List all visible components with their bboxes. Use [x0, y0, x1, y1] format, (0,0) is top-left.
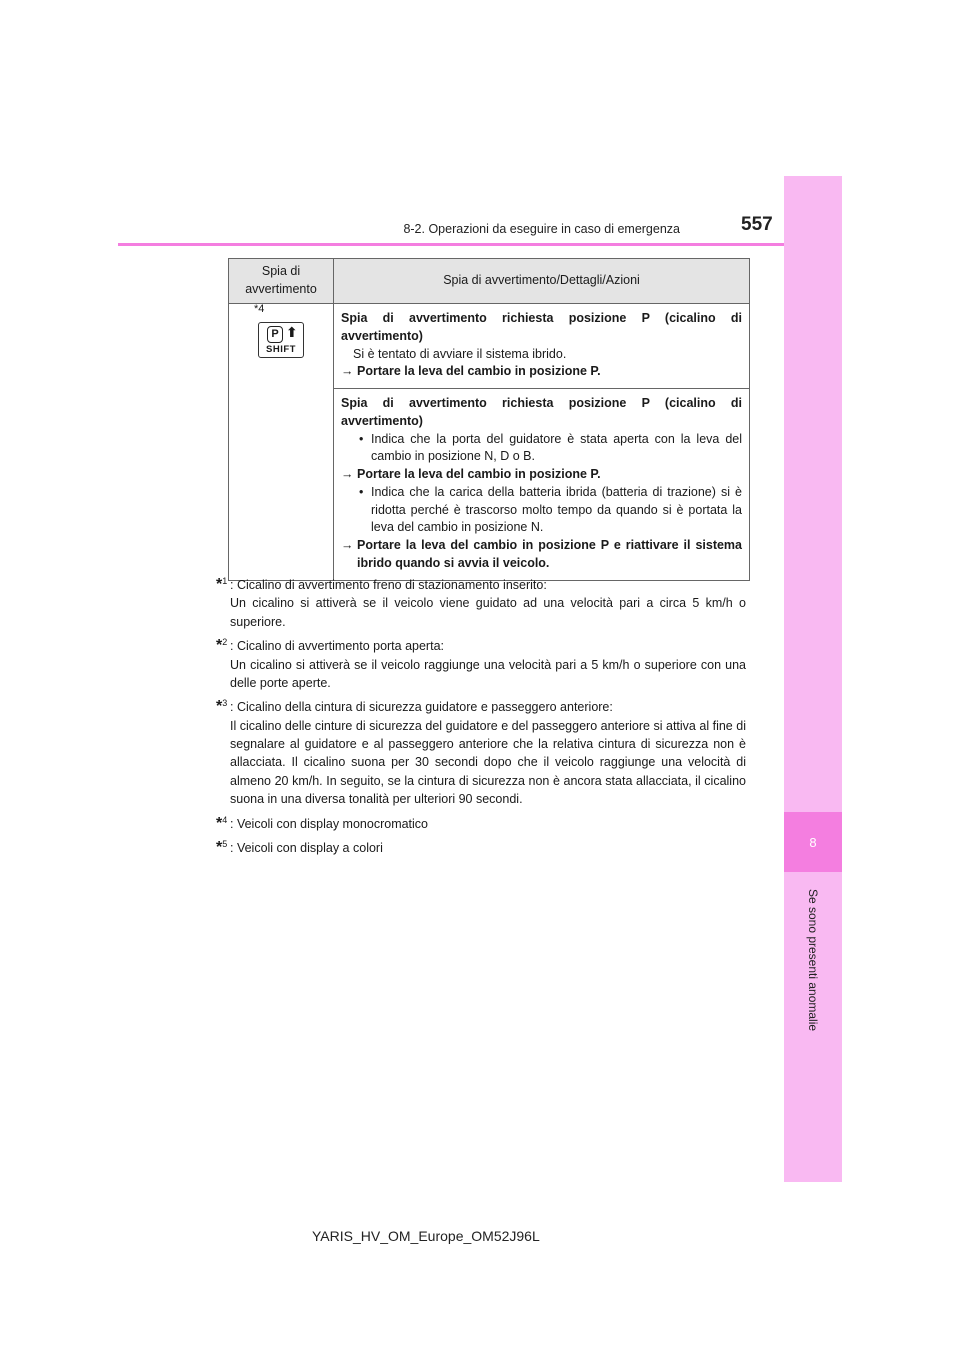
row2-action-1-text: Portare la leva del cambio in posizione P.	[357, 467, 601, 481]
footnote-marker: *$^5$	[216, 838, 228, 856]
footnote-body: Un cicalino si attiverà se il veicolo raggiunge una velocità pari a 5 km/h o superiore con una delle porte aperte.	[230, 657, 746, 690]
chapter-label: Se sono presenti anomalie	[806, 888, 820, 1032]
chapter-number-tab[interactable]	[784, 812, 842, 872]
chapter-side-tab	[784, 176, 842, 1182]
footnote-1	[216, 576, 746, 631]
chapter-number: 8	[809, 834, 817, 850]
row2-title: Spia di avvertimento richiesta posizione P (cicalino di avvertimento)	[341, 396, 742, 428]
warning-icon-cell	[229, 304, 334, 581]
footnote-4	[216, 815, 746, 833]
header-rule	[118, 243, 784, 246]
footnote-title: : Veicoli con display a colori	[230, 840, 383, 855]
p-letter: P	[267, 326, 283, 343]
row1-action-text: Portare la leva del cambio in posizione P.	[357, 364, 601, 379]
p-shift-icon	[258, 322, 304, 358]
action-arrow-icon: →	[341, 538, 354, 552]
footnote-title: : Cicalino della cintura di sicurezza guidatore e passeggero anteriore:	[230, 700, 613, 715]
footnotes	[216, 576, 746, 863]
section-title: 8-2. Operazioni da eseguire in caso di emergenza	[403, 222, 680, 236]
row1-description	[334, 304, 750, 389]
row2-action-2	[341, 537, 742, 573]
table-header-row	[229, 259, 750, 304]
footnote-5	[216, 839, 746, 857]
footnote-marker: *$^1$	[216, 576, 228, 593]
footnote-2	[216, 637, 746, 692]
row2-action-1	[341, 466, 742, 484]
table-row	[229, 304, 750, 389]
row1-action	[341, 363, 742, 381]
icon-wrapper	[254, 303, 304, 364]
bullet-icon: •	[359, 431, 364, 446]
row2-action-2-text: Portare la leva del cambio in posizione P e riattivare il sistema ibrido quando si avvia il veicolo.	[357, 538, 742, 570]
icon-footnote-ref: *4	[254, 303, 265, 315]
footnote-body: Un cicalino si attiverà se il veicolo viene guidato ad una velocità pari a circa 5 km/h o superiore.	[230, 596, 746, 629]
row2-bullet-1	[341, 431, 742, 467]
row1-text: Si è tentato di avviare il sistema ibrido.	[353, 346, 567, 361]
footnote-body: Il cicalino delle cinture di sicurezza del guidatore e del passeggero anteriore si attiva al fine di segnalare al guidatore e al passeggero anteriore che la relativa cintura di sicurezza non è allacciata. Il cicalino suona per 30 secondi dopo che il veicolo raggiunge una velocità di almeno 20 km/h. In seguito, se la cintura di sicurezza non è ancora stata allacciata, il cicalino suona in una diversa tonalità per ulteriori 90 secondi.	[230, 718, 746, 807]
footnote-marker: *$^4$	[216, 814, 228, 832]
col-header-details: Spia di avvertimento/Dettagli/Azioni	[334, 259, 750, 304]
footnote-title: : Veicoli con display monocromatico	[230, 816, 429, 831]
footnote-marker: *$^3$	[216, 698, 228, 716]
row2-description	[334, 389, 750, 581]
row1-title: Spia di avvertimento richiesta posizione P (cicalino di avvertimento)	[341, 311, 742, 343]
up-arrow-icon: ⬆	[286, 324, 298, 340]
shift-word: SHIFT	[266, 343, 296, 355]
row2-bullet-2-text: Indica che la carica della batteria ibrida (batteria di trazione) si è ridotta perché è trascorso molto tempo da quando si è portata la leva del cambio in posizione N.	[371, 484, 742, 535]
warning-light-table	[228, 258, 750, 581]
footnote-title: : Cicalino di avvertimento porta aperta:	[230, 639, 444, 654]
bullet-icon: •	[359, 484, 364, 499]
col-header-warning-light: Spia di avvertimento	[229, 259, 334, 304]
action-arrow-icon: →	[341, 467, 354, 481]
row2-bullet-2	[341, 484, 742, 537]
footnote-title: : Cicalino di avvertimento freno di stazionamento inserito:	[230, 578, 547, 592]
footnote-marker: *$^2$	[216, 637, 228, 655]
footnote-3	[216, 698, 746, 808]
page-number: 557	[741, 214, 773, 235]
action-arrow-icon: →	[341, 364, 354, 379]
row2-bullet-1-text: Indica che la porta del guidatore è stata aperta con la leva del cambio in posizione N, D o B.	[371, 431, 742, 464]
document-code: YARIS_HV_OM_Europe_OM52J96L	[312, 1228, 540, 1244]
